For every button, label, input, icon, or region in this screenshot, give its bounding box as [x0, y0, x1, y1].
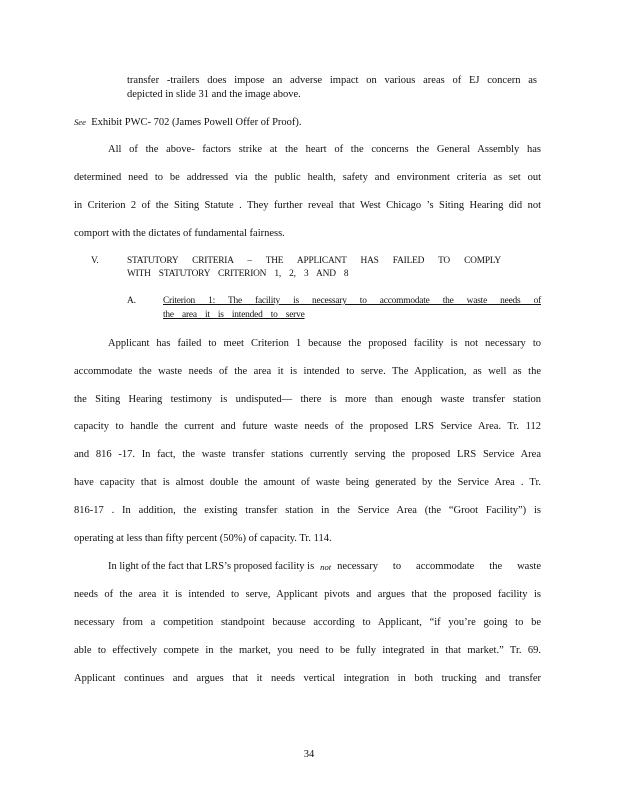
heading-number: V.	[91, 256, 99, 266]
body-segment: In light of the fact that LRS’s proposed facility is	[108, 561, 315, 572]
body-line: in Criterion 2 of the Siting Statute . They further reveal that West Chicago ’s Siting Hearing did not	[74, 200, 541, 211]
body-line: needs of the area it is intended to serve, Applicant pivots and argues that the proposed facility is	[74, 589, 541, 600]
body-line: operating at less than fifty percent (50%) of capacity. Tr. 114.	[74, 533, 332, 544]
body-line: Applicant continues and argues that it needs vertical integration in both trucking and transfer	[74, 673, 541, 684]
exhibit-citation: Exhibit PWC- 702 (James Powell Offer of Proof).	[91, 117, 302, 128]
section-heading-line2: WITH STATUTORY CRITERION 1, 2, 3 AND 8	[127, 269, 349, 279]
body-line: and 816 -17. In fact, the waste transfer stations currently serving the proposed LRS Service Area	[74, 449, 541, 460]
see-signal: See	[74, 117, 86, 127]
body-line	[108, 562, 541, 573]
body-line: able to effectively compete in the market, you need to be fully integrated in that market.” Tr. 69.	[74, 645, 541, 656]
body-line: have capacity that is almost double the amount of waste being generated by the Service Area . Tr.	[74, 477, 541, 488]
body-line: determined need to be addressed via the public health, safety and environment criteria as set out	[74, 172, 541, 183]
body-line: necessary from a competition standpoint because according to Applicant, “if you’re going to be	[74, 617, 541, 628]
subheading-letter: A.	[127, 296, 136, 306]
page-number: 34	[303, 749, 315, 760]
body-line: Applicant has failed to meet Criterion 1 because the proposed facility is not necessary to	[108, 338, 541, 349]
body-line: accommodate the waste needs of the area it is intended to serve. The Application, as well as the	[74, 366, 541, 377]
body-line: All of the above- factors strike at the heart of the concerns the General Assembly has	[108, 144, 541, 155]
subheading-line2: the area it is intended to serve	[163, 310, 305, 320]
body-line: comport with the dictates of fundamental fairness.	[74, 228, 285, 239]
body-segment: necessary to accommodate the waste	[337, 561, 541, 572]
emphasis-not: not	[320, 562, 332, 572]
body-line: 816-17 . In addition, the existing transfer station in the Service Area (the “Groot Facility”) is	[74, 505, 541, 516]
citation-line	[74, 118, 302, 129]
body-line: transfer -trailers does impose an adverse impact on various areas of EJ concern as	[127, 75, 537, 86]
section-heading-line1: STATUTORY CRITERIA – THE APPLICANT HAS FAILED TO COMPLY	[127, 256, 501, 266]
body-line: depicted in slide 31 and the image above.	[127, 89, 301, 100]
subheading-line1: Criterion 1: The facility is necessary to accommodate the waste needs of	[163, 296, 541, 306]
body-line: the Siting Hearing testimony is undisputed— there is more than enough waste transfer station	[74, 394, 541, 405]
body-line: capacity to handle the current and future waste needs of the proposed LRS Service Area. Tr. 112	[74, 421, 541, 432]
